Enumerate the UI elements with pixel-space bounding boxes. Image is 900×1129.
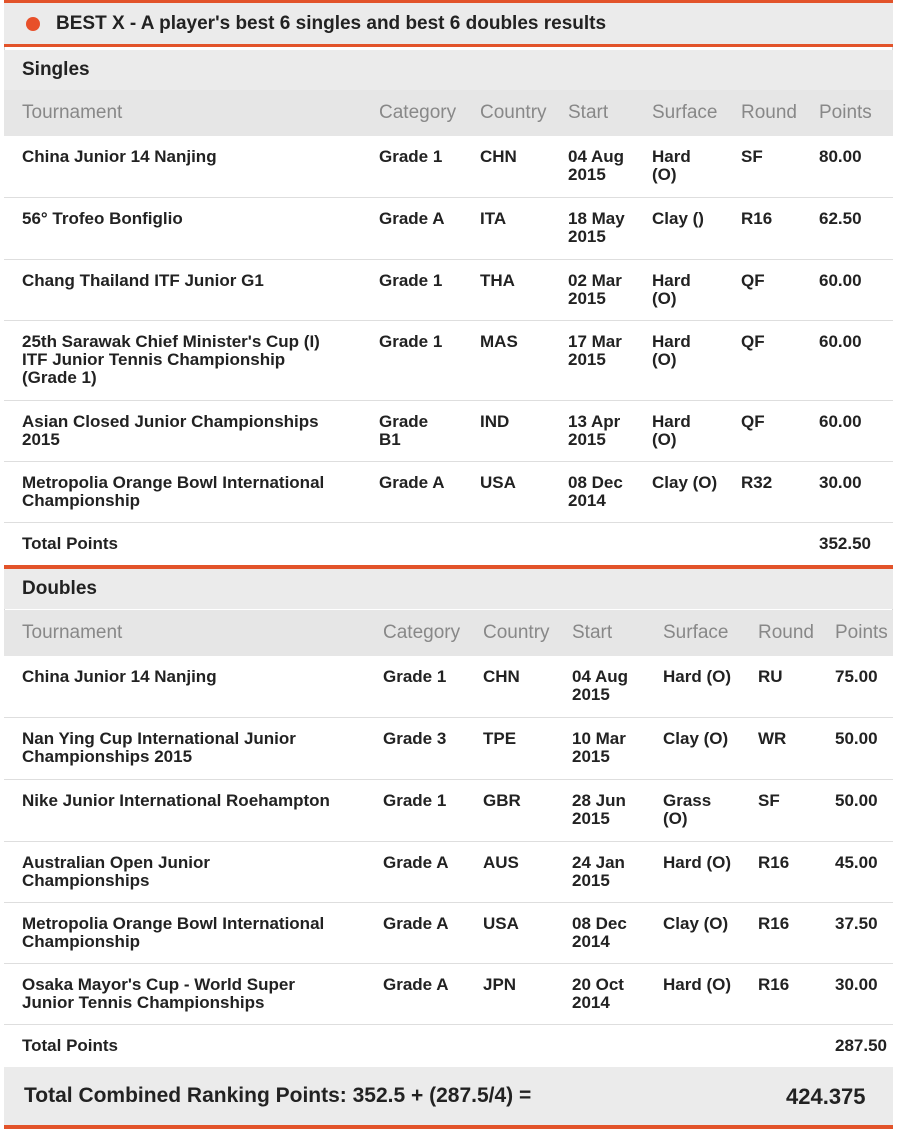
- cell-points: 50.00: [835, 791, 878, 810]
- cell-tournament: [22, 854, 210, 890]
- cell-points: 60.00: [819, 332, 862, 351]
- cell-surface: [652, 413, 691, 449]
- cell-country: CHN: [483, 667, 520, 686]
- cell-category: [379, 272, 442, 290]
- cell-line: 13 Apr: [568, 412, 621, 431]
- table-row: [4, 903, 893, 964]
- cell-points: 60.00: [819, 412, 862, 431]
- cell-surface: [652, 210, 704, 228]
- cell-points: 62.50: [819, 209, 862, 228]
- cell-surface: [652, 474, 717, 492]
- cell-line: Asian Closed Junior Championships: [22, 412, 319, 431]
- cell-line: Hard (O): [663, 975, 731, 994]
- cell-line: Australian Open Junior: [22, 853, 210, 872]
- cell-country: MAS: [480, 332, 518, 351]
- table-row: [4, 718, 893, 780]
- cell-tournament: [22, 333, 320, 387]
- cell-points: 80.00: [819, 147, 862, 166]
- cell-line: (O): [652, 165, 677, 184]
- doubles-total-label: Total Points: [22, 1036, 119, 1055]
- cell-country: GBR: [483, 791, 521, 810]
- cell-line: (Grade 1): [22, 368, 97, 387]
- cell-line: Grade 3: [383, 729, 447, 748]
- cell-line: 2015: [572, 871, 610, 890]
- cell-category: [379, 474, 445, 492]
- cell-round: R16: [741, 209, 773, 228]
- cell-line: Hard: [652, 412, 691, 431]
- singles-column-header: [4, 90, 893, 136]
- cell-country: IND: [480, 412, 510, 431]
- cell-surface: [663, 792, 711, 828]
- singles-section-title: Singles: [4, 50, 893, 90]
- cell-surface: [663, 915, 728, 933]
- cell-line: ITF Junior Tennis Championship: [22, 350, 286, 369]
- doubles-total-row: [4, 1025, 893, 1067]
- cell-points: 30.00: [835, 975, 878, 994]
- cell-line: Chang Thailand ITF Junior G1: [22, 271, 264, 290]
- cell-round: QF: [741, 332, 765, 351]
- cell-line: Nan Ying Cup International Junior: [22, 729, 296, 748]
- cell-surface: [663, 668, 731, 686]
- cell-start-date: [572, 792, 626, 828]
- singles-total-label: Total Points: [22, 534, 119, 553]
- cell-points: 75.00: [835, 667, 878, 686]
- doubles-column-header: [4, 610, 893, 656]
- column-header-points: Points: [819, 102, 872, 123]
- cell-line: Grass: [663, 791, 712, 810]
- combined-points-label: Total Combined Ranking Points: 352.5 + (287.5/4) =: [24, 1084, 532, 1107]
- cell-line: B1: [379, 430, 401, 449]
- cell-line: 17 Mar: [568, 332, 622, 351]
- cell-line: Grade A: [379, 209, 445, 228]
- panel-title: BEST X - A player's best 6 singles and best 6 doubles results: [56, 12, 607, 34]
- cell-line: 2015: [22, 430, 60, 449]
- cell-start-date: [572, 730, 626, 766]
- bottom-divider: [4, 1125, 893, 1129]
- cell-line: Metropolia Orange Bowl International: [22, 914, 325, 933]
- cell-line: (O): [652, 350, 677, 369]
- cell-line: 2015: [568, 350, 606, 369]
- cell-round: SF: [741, 147, 763, 166]
- cell-line: Hard: [652, 332, 691, 351]
- table-row: [4, 656, 893, 718]
- cell-category: [383, 792, 446, 810]
- table-row: [4, 198, 893, 260]
- cell-points: 45.00: [835, 853, 878, 872]
- cell-line: China Junior 14 Nanjing: [22, 667, 217, 686]
- cell-category: [379, 210, 445, 228]
- cell-category: [383, 730, 446, 748]
- cell-tournament: [22, 148, 217, 166]
- singles-total-row: [4, 523, 893, 565]
- cell-line: Grade 1: [379, 147, 443, 166]
- cell-category: [383, 668, 446, 686]
- cell-line: Grade 1: [383, 791, 447, 810]
- cell-country: AUS: [483, 853, 519, 872]
- cell-category: [379, 413, 428, 449]
- cell-line: 2015: [568, 165, 606, 184]
- cell-line: Championships: [22, 871, 150, 890]
- cell-line: Championship: [22, 932, 141, 951]
- combined-points-bar: [4, 1067, 893, 1125]
- cell-line: Hard (O): [663, 667, 731, 686]
- cell-line: Hard: [652, 271, 691, 290]
- doubles-section-title: Doubles: [4, 569, 893, 609]
- cell-line: Grade 1: [383, 667, 447, 686]
- cell-line: Grade A: [383, 914, 449, 933]
- cell-round: R16: [758, 975, 790, 994]
- column-header-category: Category: [379, 102, 457, 123]
- cell-line: (O): [652, 289, 677, 308]
- cell-line: 04 Aug: [568, 147, 625, 166]
- cell-start-date: [568, 210, 625, 246]
- cell-line: China Junior 14 Nanjing: [22, 147, 217, 166]
- cell-line: 02 Mar: [568, 271, 622, 290]
- cell-country: JPN: [483, 975, 517, 994]
- cell-points: 50.00: [835, 729, 878, 748]
- column-header-round: Round: [758, 622, 814, 643]
- cell-line: 08 Dec: [572, 914, 627, 933]
- cell-line: Grade 1: [379, 271, 443, 290]
- cell-line: Championships 2015: [22, 747, 193, 766]
- cell-start-date: [568, 413, 620, 449]
- cell-line: 18 May: [568, 209, 625, 228]
- cell-category: [379, 148, 442, 166]
- cell-round: SF: [758, 791, 780, 810]
- cell-category: [383, 915, 449, 933]
- cell-category: [383, 854, 449, 872]
- cell-line: 56° Trofeo Bonfiglio: [22, 209, 183, 228]
- cell-line: Clay (O): [663, 914, 729, 933]
- cell-round: QF: [741, 412, 765, 431]
- cell-line: Hard: [652, 147, 691, 166]
- cell-line: 28 Jun: [572, 791, 626, 810]
- cell-line: Clay (): [652, 209, 704, 228]
- column-header-surface: Surface: [663, 622, 729, 643]
- cell-line: Grade A: [383, 975, 449, 994]
- cell-country: TPE: [483, 729, 517, 748]
- cell-line: Grade: [379, 412, 429, 431]
- table-row: [4, 260, 893, 321]
- cell-tournament: [22, 915, 324, 951]
- column-header-round: Round: [741, 102, 797, 123]
- cell-tournament: [22, 792, 330, 810]
- table-row: [4, 964, 893, 1025]
- table-row: [4, 401, 893, 462]
- cell-line: 10 Mar: [572, 729, 626, 748]
- cell-category: [379, 333, 442, 351]
- cell-line: Championship: [22, 491, 141, 510]
- cell-line: Metropolia Orange Bowl International: [22, 473, 325, 492]
- cell-line: 2015: [568, 289, 606, 308]
- cell-line: (O): [663, 809, 688, 828]
- cell-line: 2014: [568, 491, 606, 510]
- column-header-points: Points: [835, 622, 888, 643]
- table-row: [4, 842, 893, 903]
- cell-round: R16: [758, 853, 790, 872]
- doubles-total-value: 287.50: [835, 1036, 887, 1055]
- cell-line: Hard (O): [663, 853, 731, 872]
- cell-category: [383, 976, 449, 994]
- table-row: [4, 462, 893, 523]
- cell-start-date: [568, 148, 624, 184]
- column-header-start-date: Start: [572, 622, 613, 643]
- cell-start-date: [572, 668, 628, 704]
- cell-round: QF: [741, 271, 765, 290]
- column-header-country: Country: [480, 102, 547, 123]
- column-header-surface: Surface: [652, 102, 718, 123]
- cell-line: 2015: [572, 685, 610, 704]
- cell-round: WR: [758, 729, 787, 748]
- cell-line: 2015: [572, 747, 610, 766]
- cell-tournament: [22, 272, 264, 290]
- cell-line: 2014: [572, 993, 610, 1012]
- cell-tournament: [22, 668, 217, 686]
- column-header-tournament: Tournament: [22, 102, 123, 123]
- cell-line: 04 Aug: [572, 667, 629, 686]
- column-header-tournament: Tournament: [22, 622, 123, 643]
- cell-start-date: [572, 854, 625, 890]
- cell-line: Nike Junior International Roehampton: [22, 791, 330, 810]
- cell-surface: [652, 333, 691, 369]
- cell-surface: [663, 854, 731, 872]
- cell-line: 2015: [572, 809, 610, 828]
- cell-country: THA: [480, 271, 515, 290]
- cell-line: 2015: [568, 430, 606, 449]
- cell-round: RU: [758, 667, 783, 686]
- cell-tournament: [22, 730, 296, 766]
- cell-tournament: [22, 210, 183, 228]
- cell-round: R32: [741, 473, 773, 492]
- cell-country: CHN: [480, 147, 517, 166]
- cell-line: (O): [652, 430, 677, 449]
- cell-country: USA: [480, 473, 516, 492]
- cell-line: Grade 1: [379, 332, 443, 351]
- cell-line: Grade A: [383, 853, 449, 872]
- cell-points: 60.00: [819, 271, 862, 290]
- cell-line: 2014: [572, 932, 610, 951]
- bullet-dot-icon: [26, 17, 40, 31]
- table-row: [4, 780, 893, 842]
- cell-line: 08 Dec: [568, 473, 623, 492]
- cell-tournament: [22, 976, 295, 1012]
- cell-line: Clay (O): [652, 473, 718, 492]
- panel-header: [4, 0, 893, 47]
- column-header-category: Category: [383, 622, 461, 643]
- cell-start-date: [568, 272, 622, 308]
- cell-surface: [663, 976, 731, 994]
- cell-line: Osaka Mayor's Cup - World Super: [22, 975, 295, 994]
- cell-points: 30.00: [819, 473, 862, 492]
- column-header-start-date: Start: [568, 102, 609, 123]
- cell-country: USA: [483, 914, 519, 933]
- cell-line: Clay (O): [663, 729, 729, 748]
- cell-start-date: [572, 915, 627, 951]
- column-header-country: Country: [483, 622, 550, 643]
- cell-start-date: [568, 333, 622, 369]
- singles-total-value: 352.50: [819, 534, 871, 553]
- cell-round: R16: [758, 914, 790, 933]
- cell-country: ITA: [480, 209, 507, 228]
- table-row: [4, 136, 893, 198]
- cell-line: 25th Sarawak Chief Minister's Cup (I): [22, 332, 320, 351]
- cell-line: Junior Tennis Championships: [22, 993, 265, 1012]
- cell-points: 37.50: [835, 914, 878, 933]
- cell-line: 2015: [568, 227, 606, 246]
- cell-tournament: [22, 413, 319, 449]
- cell-line: 24 Jan: [572, 853, 625, 872]
- combined-points-value: 424.375: [786, 1084, 866, 1109]
- cell-surface: [652, 148, 691, 184]
- cell-start-date: [572, 976, 624, 1012]
- cell-surface: [652, 272, 691, 308]
- cell-line: Grade A: [379, 473, 445, 492]
- cell-tournament: [22, 474, 324, 510]
- table-row: [4, 321, 893, 401]
- cell-line: 20 Oct: [572, 975, 624, 994]
- cell-surface: [663, 730, 728, 748]
- cell-start-date: [568, 474, 623, 510]
